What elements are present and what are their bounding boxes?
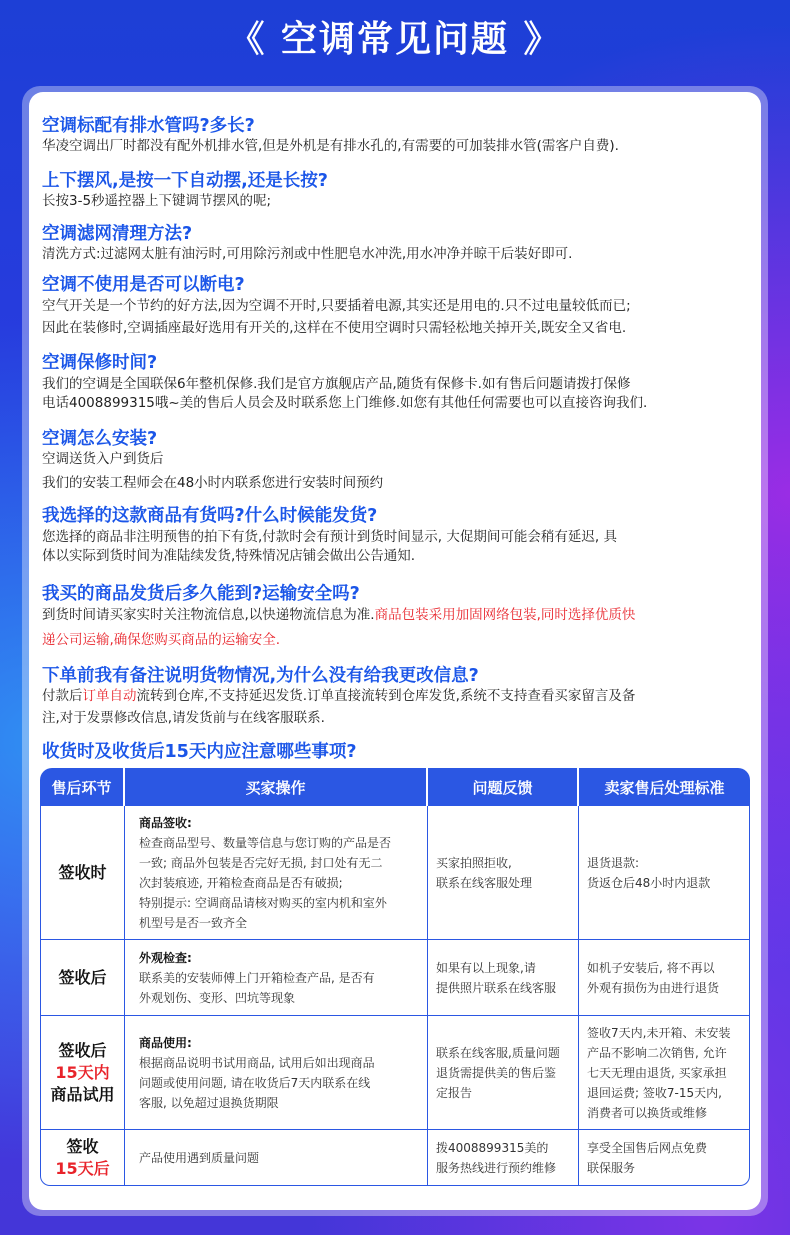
faq-answer-warranty-line1: 我们的空调是全国联保6年整机保修.我们是官方旗舰店产品,随货有保修卡.如有售后问题请拨打保修 (42, 376, 631, 392)
faq-answer-warranty-line2: 电话4008899315哦~美的售后人员会及时联系您上门维修.如您有其他任何需要也可以直接咨询我们. (42, 395, 648, 411)
table-row (40, 806, 750, 940)
faq-answer-filter: 清洗方式:过滤网太脏有油污时,可用除污剂或中性肥皂水冲洗,用水冲净并晾干后装好即可. (42, 246, 573, 262)
header-feedback: 问题反馈 (428, 768, 579, 806)
stage-cell: 签收 15天后 (40, 1130, 125, 1186)
feedback-cell: 联系在线客服,质量问题 退货需提供美的售后鉴 定报告 (428, 1016, 579, 1130)
faq-answer-install-line1: 空调送货入户到货后 (42, 451, 164, 467)
faq-answer-swing: 长按3-5秒遥控器上下键调节摆风的呢; (42, 193, 272, 209)
faq-question-stock: 我选择的这款商品有货吗?什么时候能发货? (42, 506, 378, 526)
faq-answer-order-note-line1 (42, 686, 635, 706)
faq-answer-stock-line1: 您选择的商品非注明预售的拍下有货,付款时会有预计到货时间显示, 大促期间可能会稍有延迟, 具 (42, 529, 617, 545)
table-header-row (40, 768, 750, 806)
stage-cell: 签收时 (40, 806, 125, 940)
seller-cell: 如机子安装后, 将不再以 外观有损伤为由进行退货 (579, 940, 750, 1016)
order-note-pre: 付款后 (42, 688, 83, 704)
faq-question-install: 空调怎么安装? (42, 429, 158, 449)
buyer-cell: 商品使用: 根据商品说明书试用商品, 试用后如出现商品 问题或使用问题, 请在收货后7天内联系在线 客服, 以免超过退换货期限 (125, 1016, 428, 1130)
feedback-cell: 如果有以上现象,请 提供照片联系在线客服 (428, 940, 579, 1016)
stage-cell: 签收后 (40, 940, 125, 1016)
stage-cell: 签收后 15天内 商品试用 (40, 1016, 125, 1130)
table-row (40, 940, 750, 1016)
faq-answer-drain-pipe: 华凌空调出厂时都没有配外机排水管,但是外机是有排水孔的,有需要的可加装排水管(需客户自费). (42, 138, 619, 154)
faq-question-filter: 空调滤网清理方法? (42, 224, 193, 244)
table-row (40, 1016, 750, 1130)
seller-cell: 享受全国售后网点免费 联保服务 (579, 1130, 750, 1186)
buyer-cell: 外观检查: 联系美的安装师傅上门开箱检查产品, 是否有 外观划伤、变形、凹坑等现象 (125, 940, 428, 1016)
faq-question-swing: 上下摆风,是按一下自动摆,还是长按? (42, 171, 328, 191)
faq-answer-install-line2: 我们的安装工程师会在48小时内联系您进行安装时间预约 (42, 475, 384, 491)
feedback-cell: 拨4008899315美的 服务热线进行预约维修 (428, 1130, 579, 1186)
page-title: 《 空调常见问题 》 (228, 19, 562, 60)
shipping-highlight-1: 商品包装采用加固网络包装,同时选择优质快 (374, 607, 636, 623)
header-buyer-action: 买家操作 (125, 768, 428, 806)
faq-question-after-receipt: 收货时及收货后15天内应注意哪些事项? (42, 742, 357, 762)
after-sales-table (40, 768, 750, 1186)
faq-question-shipping: 我买的商品发货后多久能到?运输安全吗? (42, 584, 360, 604)
faq-answer-power-off-line2: 因此在装修时,空调插座最好选用有开关的,这样在不使用空调时只需轻松地关掉开关,既安全又省电. (42, 320, 627, 336)
faq-question-order-note: 下单前我有备注说明货物情况,为什么没有给我更改信息? (42, 666, 479, 686)
table-row (40, 1130, 750, 1186)
faq-answer-order-note-line2: 注,对于发票修改信息,请发货前与在线客服联系. (42, 710, 325, 726)
faq-answer-shipping-line1 (42, 605, 635, 625)
buyer-cell: 产品使用遇到质量问题 (125, 1130, 428, 1186)
shipping-text: 到货时间请买家实时关注物流信息,以快递物流信息为准. (42, 607, 375, 623)
faq-answer-shipping-line2: 递公司运输,确保您购买商品的运输安全. (42, 632, 281, 648)
seller-cell: 退货退款: 货返仓后48小时内退款 (579, 806, 750, 940)
faq-question-drain-pipe: 空调标配有排水管吗?多长? (42, 116, 255, 136)
seller-cell: 签收7天内,未开箱、未安装 产品不影响二次销售, 允许 七天无理由退货, 买家承担 退回运费; 签收7-15天内, 消费者可以换货或维修 (579, 1016, 750, 1130)
order-note-post: 流转到仓库,不支持延迟发货.订单直接流转到仓库发货,系统不支持查看买家留言及备 (136, 688, 636, 704)
faq-question-power-off: 空调不使用是否可以断电? (42, 275, 245, 295)
faq-question-warranty: 空调保修时间? (42, 353, 158, 373)
header-seller-standard: 卖家售后处理标准 (579, 768, 750, 806)
faq-answer-stock-line2: 体以实际到货时间为准陆续发货,特殊情况店铺会做出公告通知. (42, 548, 416, 564)
buyer-cell: 商品签收: 检查商品型号、数量等信息与您订购的产品是否 一致; 商品外包装是否完好无损, 封口处有无二 次封装痕迹, 开箱检查商品是否有破损; 特别提示: 空调商品请核对购买的室内机和室外 机型号是否一致齐全 (125, 806, 428, 940)
header-stage: 售后环节 (40, 768, 125, 806)
order-note-highlight: 订单自动 (82, 688, 137, 704)
feedback-cell: 买家拍照拒收, 联系在线客服处理 (428, 806, 579, 940)
faq-answer-power-off-line1: 空气开关是一个节约的好方法,因为空调不开时,只要插着电源,其实还是用电的.只不过电量较低而已; (42, 298, 631, 314)
